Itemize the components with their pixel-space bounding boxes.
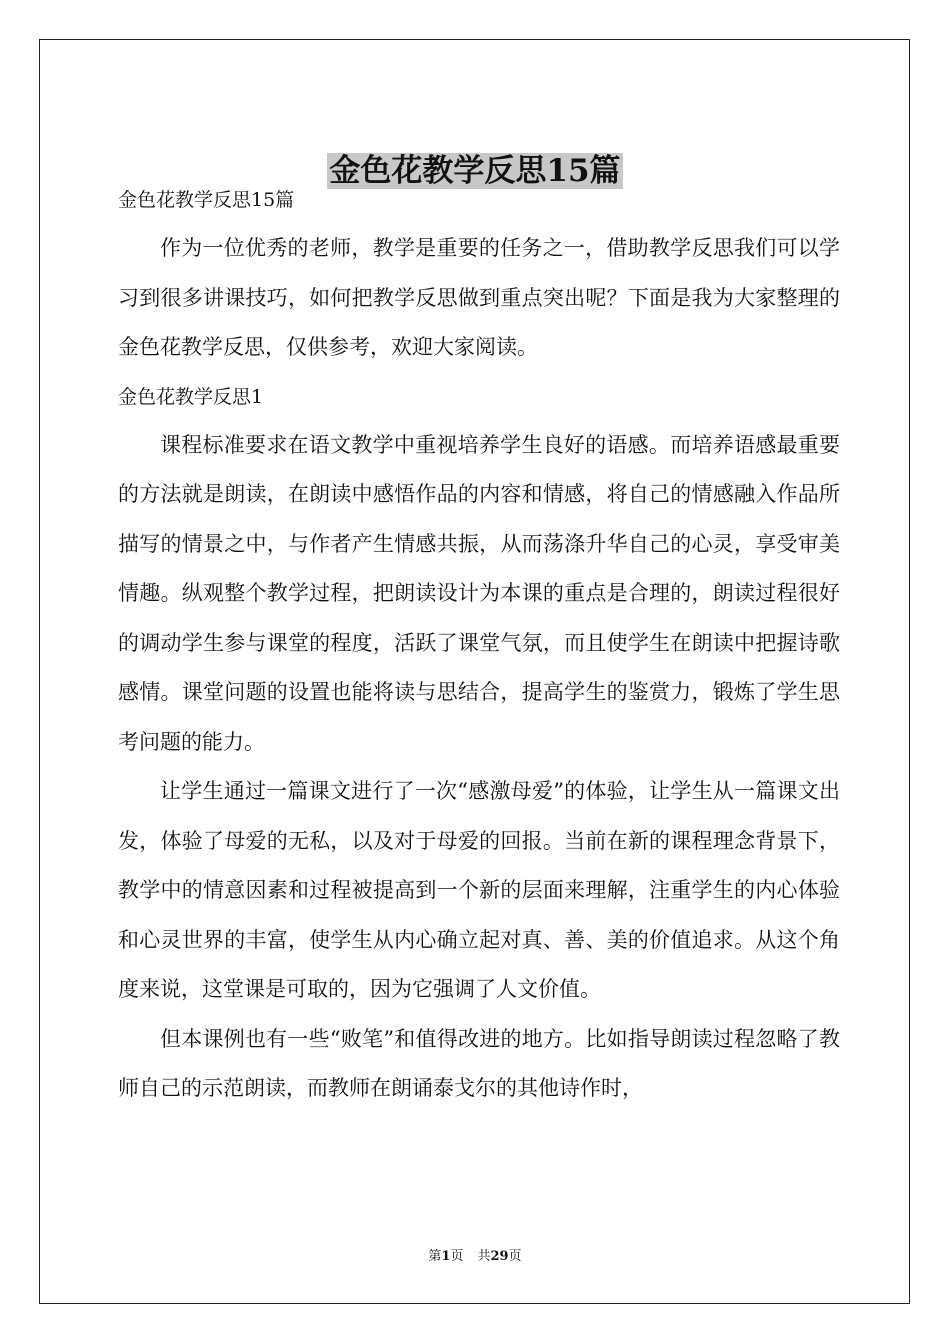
body-paragraph-2: 让学生通过一篇课文进行了一次“感激母爱”的体验，让学生从一篇课文出发，体验了母爱的无私，以及对于母爱的回报。当前在新的课程理念背景下，教学中的情意因素和过程被提高到一个新的层面来理解，注重学生的内心体验和心灵世界的丰富，使学生从内心确立起对真、善、美的价值追求。从这个角度来说，这堂课是可取的，因为它强调了人文价值。 [118,779,840,1001]
footer-total-prefix: 共 [477,1249,491,1264]
body-paragraph-3: 但本课例也有一些“败笔”和值得改进的地方。比如指导朗读过程忽略了教师自己的示范朗读，而教师在朗诵泰戈尔的其他诗作时， [118,1026,840,1100]
document-title-text: 金色花教学反思15篇 [329,152,621,189]
footer-page-total: 29 [490,1249,509,1264]
document-body [118,176,840,1114]
footer-page-current: 1 [441,1249,451,1264]
footer-total-suffix: 页 [508,1249,522,1264]
page-footer [0,1248,950,1266]
footer-page-prefix: 第 [428,1249,442,1264]
footer-page-suffix: 页 [450,1249,464,1264]
body-paragraph-1: 课程标准要求在语文教学中重视培养学生良好的语感。而培养语感最重要的方法就是朗读，在朗读中感悟作品的内容和情感，将自己的情感融入作品所描写的情景之中，与作者产生情感共振，从而荡涤升华自己的心灵，享受审美情趣。纵观整个教学过程，把朗读设计为本课的重点是合理的，朗读过程很好的调动学生参与课堂的程度，活跃了课堂气氛，而且使学生在朗读中把握诗歌感情。课堂问题的设置也能将读与思结合，提高学生的鉴赏力，锻炼了学生思考问题的能力。 [118,432,840,754]
intro-paragraph: 作为一位优秀的老师，教学是重要的任务之一，借助教学反思我们可以学习到很多讲课技巧，如何把教学反思做到重点突出呢？下面是我为大家整理的金色花教学反思，仅供参考，欢迎大家阅读。 [118,236,840,359]
document-subtitle: 金色花教学反思15篇 [118,189,295,211]
section-heading: 金色花教学反思1 [118,385,264,408]
